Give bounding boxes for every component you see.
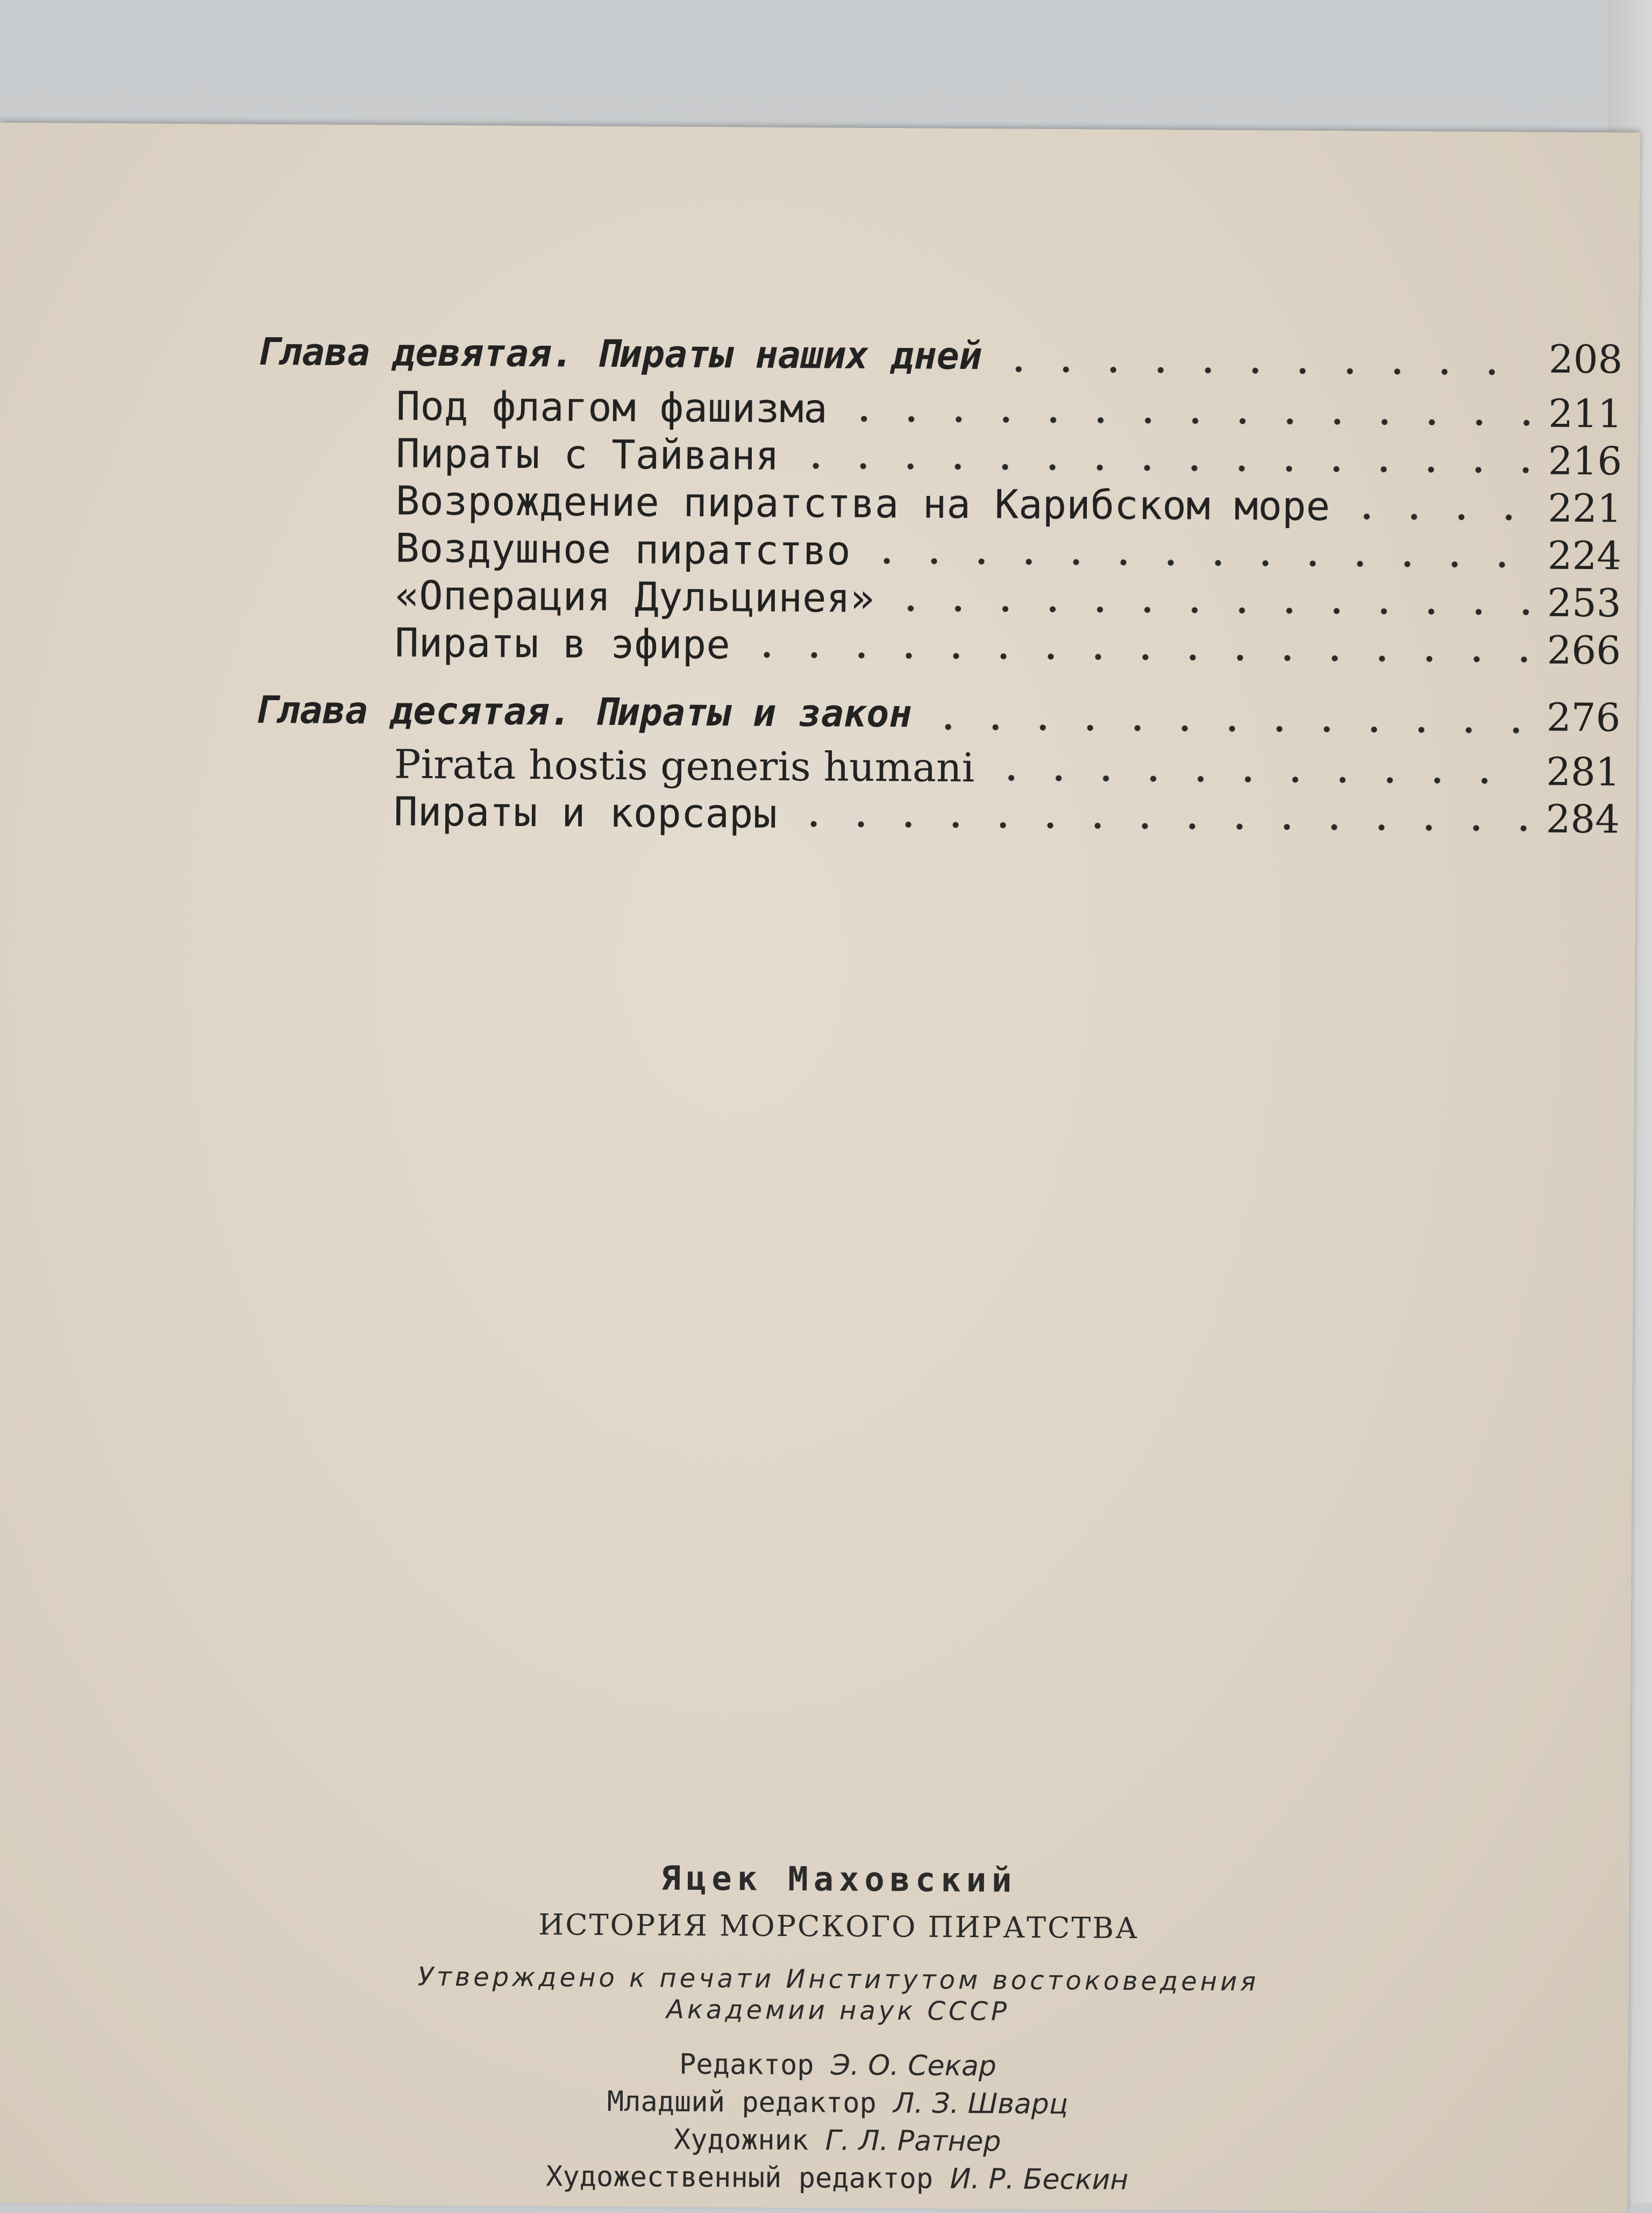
credit-artist <box>396 2119 1278 2162</box>
credit-art-editor <box>396 2157 1278 2200</box>
credits-list <box>396 2044 1279 2200</box>
section-title: Пираты в эфире <box>394 620 731 668</box>
dot-leader <box>995 366 1531 375</box>
toc-section <box>254 788 1620 844</box>
section-title: «Операция Дульцинея» <box>395 572 874 622</box>
toc-section <box>257 382 1622 438</box>
dot-leader <box>887 605 1530 615</box>
toc-section <box>256 430 1622 486</box>
dot-leader <box>790 821 1528 831</box>
imprint-block <box>396 1857 1280 2200</box>
dot-leader <box>987 774 1529 784</box>
credit-name: Л. З. Шварц <box>893 2087 1069 2121</box>
approval-line: Утверждено к печати Институтом востоковедения <box>417 1961 1259 1997</box>
dot-leader <box>1343 513 1530 521</box>
dot-leader <box>924 724 1529 734</box>
credit-role: Художник <box>673 2123 809 2157</box>
credit-role: Младший редактор <box>607 2085 877 2120</box>
section-title: Воздушное пиратство <box>395 525 851 574</box>
dot-leader <box>792 462 1530 473</box>
toc-section <box>254 741 1620 796</box>
page-number: 208 <box>1548 336 1623 382</box>
page-number: 211 <box>1548 390 1623 437</box>
section-title: Под флагом фашизма <box>396 383 828 432</box>
chapter-title: Глава десятая. Пираты и закон <box>254 687 912 736</box>
page-number: 284 <box>1546 796 1620 842</box>
author-name: Яцек Маховский <box>660 1858 1017 1900</box>
toc-section <box>255 524 1621 580</box>
credit-name: И. Р. Бескин <box>950 2162 1129 2196</box>
page-number: 281 <box>1546 749 1620 795</box>
approval-line: Академии наук СССР <box>666 1994 1010 2027</box>
credit-name: Г. Л. Ратнер <box>825 2124 1001 2158</box>
credit-role: Редактор <box>679 2048 814 2082</box>
section-title: Pirata hostis generis humani <box>394 741 975 792</box>
toc-chapter-10 <box>254 687 1621 749</box>
credit-editor <box>397 2044 1279 2087</box>
page-number: 253 <box>1547 580 1621 626</box>
credit-name: Э. О. Секар <box>830 2049 996 2083</box>
chapter-title: Глава девятая. Пираты наших дней <box>257 329 982 379</box>
section-title: Пираты с Тайваня <box>395 430 780 479</box>
book-page <box>0 123 1640 2213</box>
credit-role: Художественный редактор <box>545 2160 934 2195</box>
page-number: 266 <box>1547 627 1621 673</box>
toc-section <box>255 572 1621 628</box>
dot-leader <box>841 416 1531 426</box>
dot-leader <box>743 651 1529 663</box>
book-title: ИСТОРИЯ МОРСКОГО ПИРАТСТВА <box>538 1908 1140 1945</box>
page-number: 221 <box>1547 485 1622 531</box>
approval-note <box>397 1961 1279 2029</box>
page-number: 224 <box>1547 532 1622 579</box>
toc-chapter-9 <box>257 329 1623 391</box>
table-of-contents <box>254 329 1623 843</box>
page-number: 276 <box>1546 694 1621 741</box>
credit-junior-editor <box>396 2082 1278 2125</box>
dot-leader <box>864 558 1530 568</box>
toc-section <box>255 477 1621 533</box>
section-title: Пираты и корсары <box>393 788 778 837</box>
page-number: 216 <box>1548 438 1622 484</box>
toc-section <box>255 619 1621 675</box>
section-title: Возрождение пиратства на Карибском море <box>395 478 1330 530</box>
